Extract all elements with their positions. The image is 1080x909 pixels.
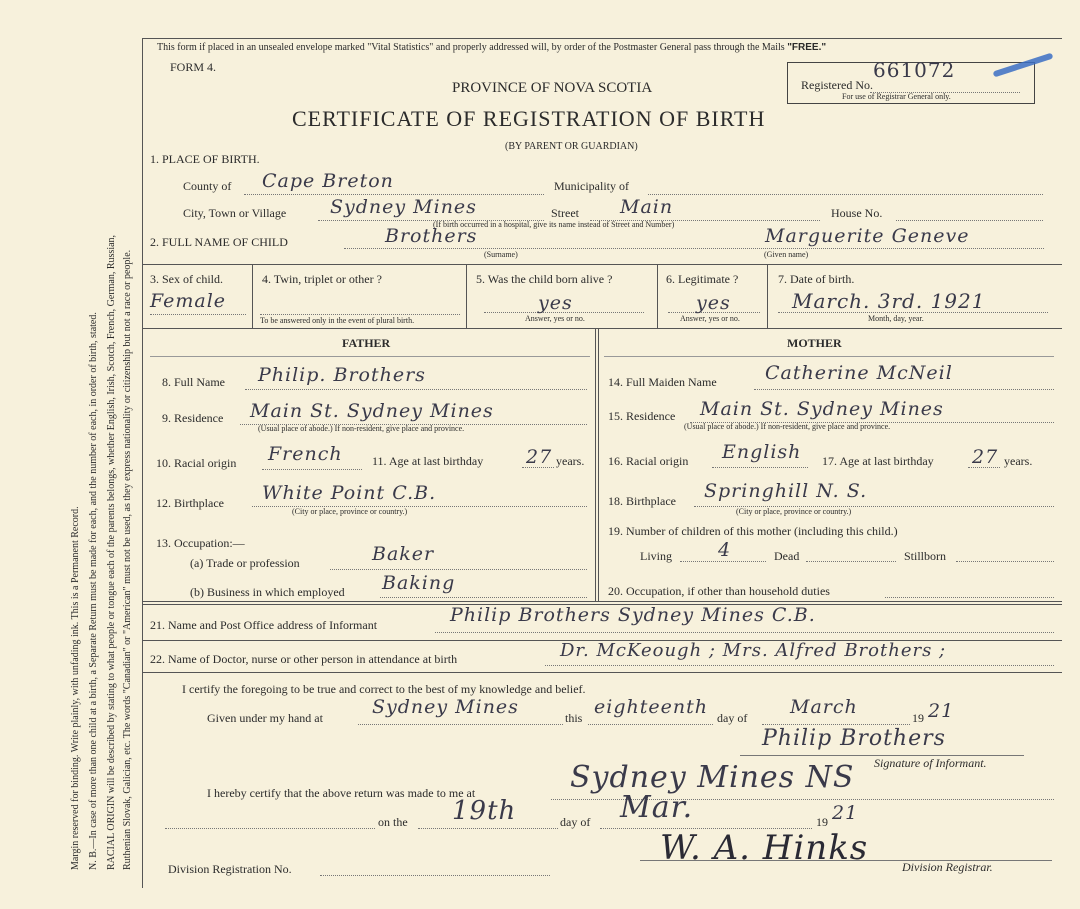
house-label: House No. — [831, 206, 883, 220]
alive-value: yes — [538, 292, 573, 314]
dob-note: Month, day, year. — [868, 314, 924, 323]
legitimate-note: Answer, yes or no. — [680, 314, 740, 323]
day-value: eighteenth — [594, 696, 708, 718]
return-day: 19th — [452, 796, 517, 826]
mother-racial-label: 16. Racial origin — [608, 454, 689, 468]
registrar-caption: Division Registrar. — [902, 860, 993, 874]
mother-years: years. — [1004, 454, 1033, 468]
surname-note: (Surname) — [484, 250, 518, 259]
this-label: this — [565, 711, 583, 725]
mother-racial: English — [722, 441, 802, 463]
divider — [657, 264, 658, 328]
father-age: 27 — [526, 446, 553, 468]
twin-label: 4. Twin, triplet or other ? — [262, 272, 382, 286]
dead-label: Dead — [774, 549, 800, 563]
return-year: 21 — [832, 802, 859, 824]
informant-value: Philip Brothers Sydney Mines C.B. — [450, 604, 816, 626]
registered-label: Registered No. — [801, 78, 873, 92]
column-divider — [595, 328, 596, 601]
father-trade-label: (a) Trade or profession — [190, 556, 300, 570]
year-value: 21 — [928, 700, 955, 722]
mother-birthplace: Springhill N. S. — [704, 480, 868, 502]
division-reg-line — [320, 875, 550, 876]
row-3-bottom — [142, 328, 1062, 329]
legitimate-value: yes — [696, 292, 731, 314]
dob-label: 7. Date of birth. — [778, 272, 855, 286]
street-value: Main — [620, 196, 674, 218]
mother-residence: Main St. Sydney Mines — [700, 398, 944, 420]
father-business-label: (b) Business in which employed — [190, 585, 345, 599]
mother-occupation-label: 20. Occupation, if other than household duties — [608, 584, 830, 598]
father-name: Philip. Brothers — [258, 364, 426, 386]
children-count-label: 19. Number of children of this mother (including this child.) — [608, 524, 898, 538]
column-divider-2 — [598, 328, 599, 601]
return-year-prefix: 19 — [816, 815, 828, 829]
mother-name: Catherine McNeil — [765, 362, 953, 384]
mother-age: 27 — [972, 446, 999, 468]
place-heading: 1. PLACE OF BIRTH. — [150, 152, 260, 166]
certify-statement: I certify the foregoing to be true and correct to the best of my knowledge and belief. — [182, 682, 586, 696]
on-the-label: on the — [378, 815, 408, 829]
row-3-top — [142, 264, 1062, 265]
municipality-label: Municipality of — [554, 179, 629, 193]
father-trade: Baker — [372, 543, 435, 565]
mother-head-line — [604, 356, 1054, 357]
given-name-note: (Given name) — [764, 250, 809, 259]
father-name-label: 8. Full Name — [162, 375, 225, 389]
father-name-line — [245, 389, 587, 390]
stillborn-line — [956, 561, 1054, 562]
registrar-use-note: For use of Registrar General only. — [842, 92, 951, 101]
child-surname: Brothers — [385, 225, 478, 247]
divider — [252, 264, 253, 328]
informant-sig-caption: Signature of Informant. — [874, 756, 987, 770]
sex-label: 3. Sex of child. — [150, 272, 223, 286]
alive-label: 5. Was the child born alive ? — [476, 272, 613, 286]
margin-note-binding: Margin reserved for binding. Write plainly, with unfading ink. This is a Permanent Record. — [70, 506, 81, 870]
row-22-bottom — [142, 672, 1062, 673]
father-birthplace-note: (City or place, province or country.) — [292, 507, 408, 516]
father-head-line — [150, 356, 590, 357]
certificate-title: CERTIFICATE OF REGISTRATION OF BIRTH — [292, 106, 766, 131]
month-value: March — [790, 696, 858, 718]
sex-value: Female — [150, 290, 227, 312]
day-of-label: day of — [717, 711, 748, 725]
house-line — [896, 220, 1043, 221]
father-racial-line — [262, 469, 362, 470]
given-place-line — [358, 724, 563, 725]
father-birthplace: White Point C.B. — [262, 482, 437, 504]
mother-age-label: 17. Age at last birthday — [822, 454, 934, 468]
divider — [466, 264, 467, 328]
margin-note-racial-2: Ruthenian Slovak, Galician, etc. The words "Canadian" or "American" must not be used, as they express nationality or citizenship but not a race or people. — [122, 249, 133, 870]
father-years: years. — [556, 454, 585, 468]
registrar-signature: W. A. Hinks — [660, 828, 869, 868]
return-place: Sydney Mines NS — [570, 760, 855, 795]
municipality-line — [648, 194, 1043, 195]
child-name-label: 2. FULL NAME OF CHILD — [150, 235, 288, 249]
doctor-value: Dr. McKeough ; Mrs. Alfred Brothers ; — [560, 640, 947, 661]
mother-residence-note: (Usual place of abode.) If non-resident, give place and province. — [684, 422, 891, 431]
mother-heading: MOTHER — [787, 336, 842, 350]
registered-number: 661072 — [873, 58, 956, 82]
return-statement: I hereby certify that the above return was made to me at — [207, 786, 476, 800]
province-title: PROVINCE OF NOVA SCOTIA — [452, 80, 653, 96]
father-heading: FATHER — [342, 336, 391, 350]
mother-racial-line — [712, 467, 808, 468]
hospital-note: (If birth occurred in a hospital, give its name instead of Street and Number) — [433, 220, 675, 229]
sex-line — [150, 314, 246, 315]
form-number: FORM 4. — [170, 60, 217, 74]
father-birthplace-label: 12. Birthplace — [156, 496, 224, 510]
father-business-line — [380, 597, 587, 598]
father-racial-label: 10. Racial origin — [156, 456, 237, 470]
mother-occupation-line — [885, 597, 1054, 598]
twin-line — [260, 314, 460, 315]
given-label: Given under my hand at — [207, 711, 323, 725]
mail-notice: This form if placed in an unsealed envelope marked "Vital Statistics" and properly addressed will, by order of the Postmaster General pass through the Mails "FREE." — [157, 42, 827, 53]
stillborn-label: Stillborn — [904, 549, 947, 563]
margin-note-racial: RACIAL ORIGIN will be described by stating to what people or tongue each of the parents belongs, whether English, Irish, Scotch, French, German, Russian, — [106, 234, 117, 870]
father-racial: French — [268, 443, 343, 465]
living-label: Living — [640, 549, 672, 563]
city-label: City, Town or Village — [183, 206, 287, 220]
given-place: Sydney Mines — [372, 696, 519, 718]
street-label: Street — [551, 206, 579, 220]
margin-note-plural: N. B.—In case of more than one child at a birth, a Separate Return must be made for each, and the number of each, in order of birth, stated. — [88, 312, 99, 870]
mother-residence-label: 15. Residence — [608, 409, 676, 423]
doctor-line — [545, 665, 1054, 666]
living-count: 4 — [718, 539, 732, 561]
living-line — [680, 561, 766, 562]
return-month: Mar. — [620, 790, 694, 825]
dob-value: March. 3rd. 1921 — [792, 289, 986, 313]
mother-name-line — [754, 389, 1054, 390]
day-line — [588, 724, 713, 725]
father-trade-line — [330, 569, 587, 570]
father-residence-note: (Usual place of abode.) If non-resident, give place and province. — [258, 424, 465, 433]
county-line — [244, 194, 544, 195]
father-business: Baking — [382, 572, 456, 594]
mother-birthplace-note: (City or place, province or country.) — [736, 507, 852, 516]
father-occupation-label: 13. Occupation:— — [156, 536, 245, 550]
mother-name-label: 14. Full Maiden Name — [608, 375, 717, 389]
doctor-label: 22. Name of Doctor, nurse or other person in attendance at birth — [150, 652, 458, 666]
certificate-subtitle: (BY PARENT OR GUARDIAN) — [505, 141, 638, 152]
columns-bottom — [142, 601, 1062, 602]
father-residence: Main St. Sydney Mines — [250, 400, 494, 422]
month-line — [762, 724, 910, 725]
child-given-name: Marguerite Geneve — [765, 225, 970, 247]
frame-top — [142, 38, 1062, 39]
child-name-line — [344, 248, 1044, 249]
informant-line — [435, 632, 1054, 633]
alive-note: Answer, yes or no. — [525, 314, 585, 323]
mother-birthplace-label: 18. Birthplace — [608, 494, 676, 508]
day-of-return-label: day of — [560, 815, 591, 829]
county-label: County of — [183, 179, 232, 193]
divider — [767, 264, 768, 328]
informant-label: 21. Name and Post Office address of Informant — [150, 618, 378, 632]
year-prefix: 19 — [912, 711, 924, 725]
frame-left — [142, 38, 143, 888]
division-reg-label: Division Registration No. — [168, 862, 292, 876]
twin-note: To be answered only in the event of plural birth. — [260, 316, 415, 325]
county-value: Cape Breton — [262, 170, 394, 192]
on-line-left — [165, 828, 375, 829]
return-day-line — [418, 828, 558, 829]
father-residence-label: 9. Residence — [162, 411, 224, 425]
dead-line — [806, 561, 896, 562]
informant-signature: Philip Brothers — [762, 726, 946, 751]
legitimate-label: 6. Legitimate ? — [666, 272, 739, 286]
father-age-label: 11. Age at last birthday — [372, 454, 484, 468]
city-value: Sydney Mines — [330, 196, 477, 218]
